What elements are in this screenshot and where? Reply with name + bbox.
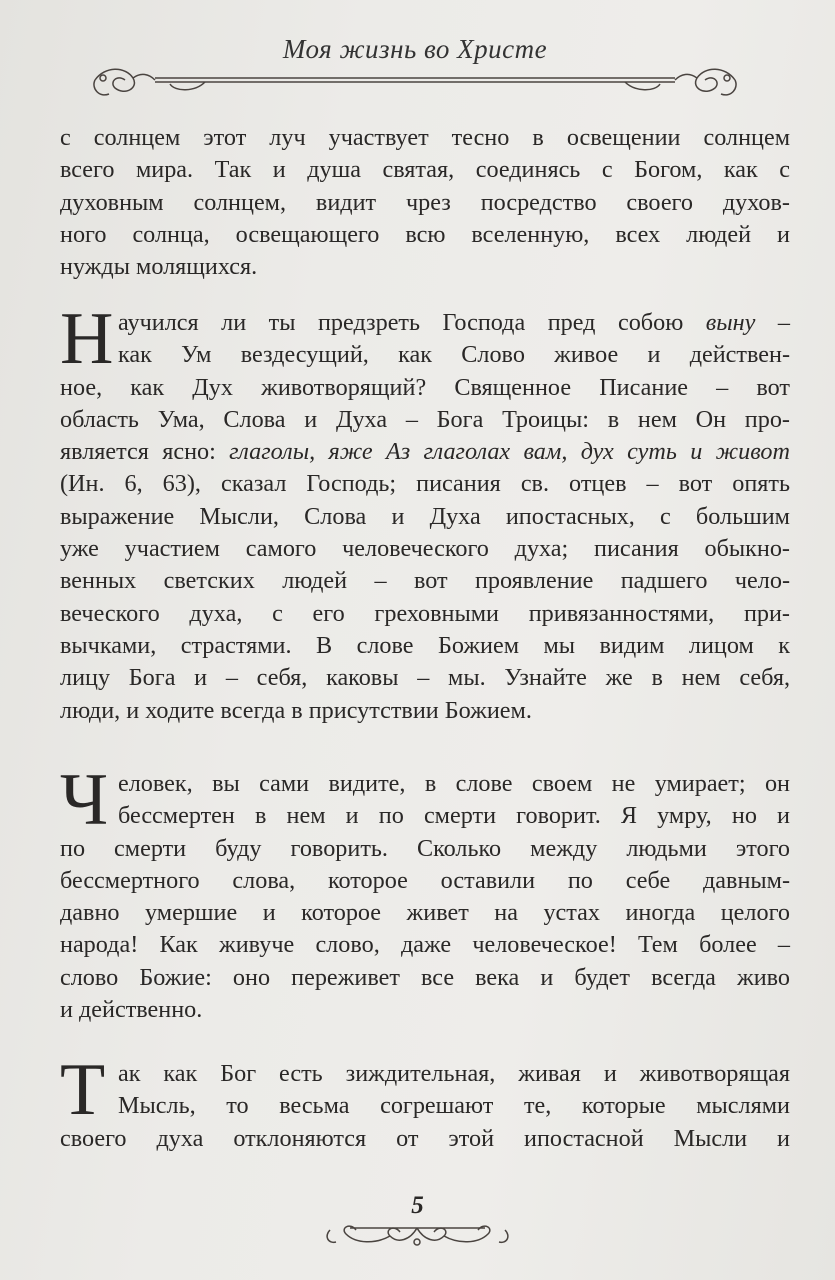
text-line: своего духа отклоняются от этой ипостасной Мысли и [60, 1124, 790, 1152]
text-line: слово Божие: оно переживет все века и будет всегда живо [60, 963, 790, 991]
page-footer [310, 1190, 525, 1260]
text-line: всего мира. Так и душа святая, соединясь с Богом, как с [60, 156, 790, 184]
text-line: венных светских людей – вот проявление падшего чело- [60, 567, 790, 595]
footer-ornament [310, 1218, 525, 1254]
text-line: аучился ли ты предзреть Господа пред собою выну – [118, 309, 791, 336]
text-line: бессмертного слова, которое оставили по себе давным- [60, 866, 790, 894]
text-line: ак как Бог есть зиждительная, живая и животворящая [118, 1060, 790, 1087]
text-line: и действенно. [60, 996, 203, 1024]
text-line: нужды молящихся. [60, 253, 258, 281]
text-line: с солнцем этот луч участвует тесно в освещении солнцем [60, 124, 790, 151]
text-line: лицу Бога и – себя, каковы – мы. Узнайте же в нем себя, [60, 664, 790, 692]
paragraph-continued [60, 122, 790, 283]
text-line: Мысль, то весьма согрешают те, которые мыслями [118, 1092, 790, 1120]
drop-cap: Н [60, 298, 114, 380]
text-line: вычками, страстями. В слове Божием мы видим лицом к [60, 631, 790, 659]
book-title: Моя жизнь во Христе [282, 34, 548, 64]
text-line: люди, и ходите всегда в присутствии Божием. [60, 696, 532, 724]
text-line: давно умершие и которое живет на устах иногда целого [60, 899, 790, 927]
text-line: является ясно: глаголы, яже Аз глаголах вам, дух суть и живот [60, 438, 790, 466]
running-header [85, 28, 745, 108]
text-line: духовным солнцем, видит чрез посредство своего духов- [60, 188, 790, 216]
text-line: как Ум вездесущий, как Слово живое и действен- [118, 341, 790, 369]
text-line: веческого духа, с его греховными привязанностями, при- [60, 599, 790, 627]
text-line: по смерти буду говорить. Сколько между людьми этого [60, 834, 790, 862]
header-ornament [85, 58, 745, 106]
text-line: еловек, вы сами видите, в слове своем не умирает; он [118, 770, 790, 797]
text-line: уже участием самого человеческого духа; писания обыкно- [60, 535, 790, 563]
page-number: 5 [411, 1192, 424, 1219]
paragraph-2 [60, 298, 791, 737]
paragraph-3 [60, 759, 790, 1038]
text-line: выражение Мысли, Слова и Духа ипостасных, с большим [60, 502, 790, 530]
paragraph-4 [60, 1049, 790, 1168]
drop-cap: Т [60, 1049, 106, 1131]
text-line: область Ума, Слова и Духа – Бога Троицы: в нем Он про- [60, 405, 790, 433]
text-line: народа! Как живуче слово, даже человеческое! Тем более – [60, 931, 790, 959]
text-line: бессмертен в нем и по смерти говорит. Я умру, но и [118, 802, 790, 830]
text-line: ное, как Дух животворящий? Священное Писание – вот [60, 373, 790, 401]
text-line: ного солнца, освещающего всю вселенную, всех людей и [60, 220, 790, 248]
drop-cap: Ч [60, 759, 109, 841]
text-line: (Ин. 6, 63), сказал Господь; писания св. отцев – вот опять [60, 470, 790, 498]
